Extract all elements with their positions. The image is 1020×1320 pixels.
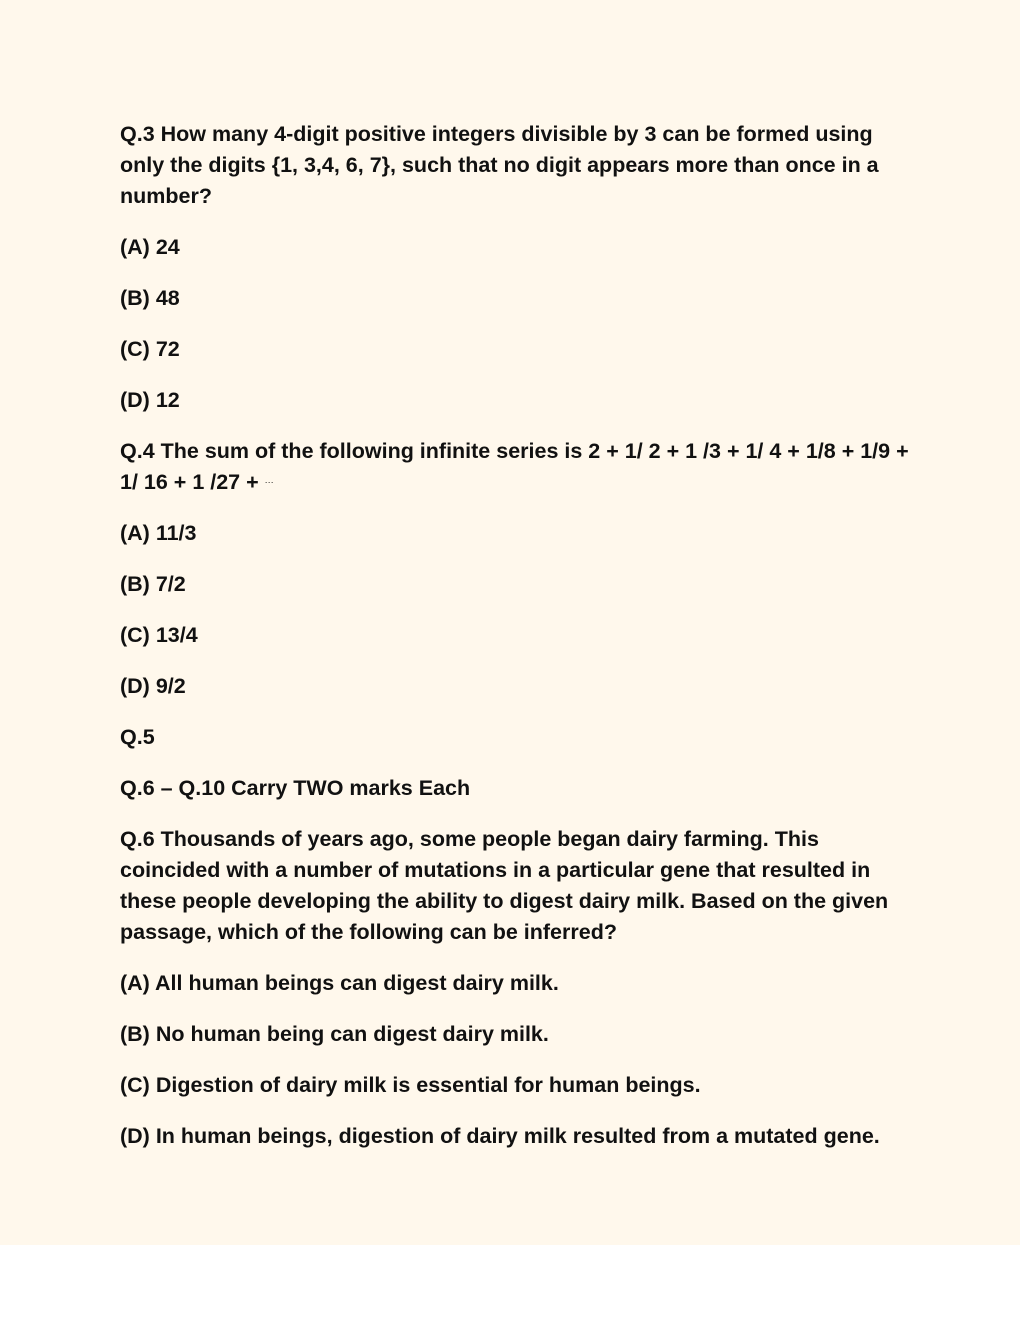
question-3-option-c: (C) 72 <box>120 337 180 361</box>
question-5-label: Q.5 <box>120 725 155 749</box>
question-4-option-d: (D) 9/2 <box>120 674 186 698</box>
question-6-option-b: (B) No human being can digest dairy milk. <box>120 1022 549 1046</box>
question-3-option-b: (B) 48 <box>120 286 180 310</box>
ellipsis-glyph: ··· <box>264 477 274 487</box>
question-4-text <box>120 436 910 498</box>
question-4-series: Q.4 The sum of the following infinite series is 2 + 1/ 2 + 1 /3 + 1/ 4 + 1/8 + 1/9 + 1/ 16 + 1 /27 + <box>120 439 909 494</box>
question-6-option-a: (A) All human beings can digest dairy milk. <box>120 971 559 995</box>
question-4-option-a: (A) 11/3 <box>120 521 197 545</box>
question-3-option-d: (D) 12 <box>120 388 180 412</box>
question-4-option-b: (B) 7/2 <box>120 572 186 596</box>
question-6-option-d: (D) In human beings, digestion of dairy milk resulted from a mutated gene. <box>120 1124 880 1148</box>
page-content <box>120 119 910 1172</box>
question-3-text: Q.3 How many 4-digit positive integers divisible by 3 can be formed using only the digits {1, 3,4, 6, 7}, such that no digit appears more than once in a number? <box>120 122 879 208</box>
question-6-option-c: (C) Digestion of dairy milk is essential for human beings. <box>120 1073 701 1097</box>
question-3-option-a: (A) 24 <box>120 235 180 259</box>
question-4-option-c: (C) 13/4 <box>120 623 198 647</box>
section-heading: Q.6 – Q.10 Carry TWO marks Each <box>120 776 471 800</box>
question-6-text: Q.6 Thousands of years ago, some people began dairy farming. This coincided with a number of mutations in a particular gene that resulted in these people developing the ability to digest dairy milk. Based on the given passage, which of the following can be inferred? <box>120 827 889 944</box>
